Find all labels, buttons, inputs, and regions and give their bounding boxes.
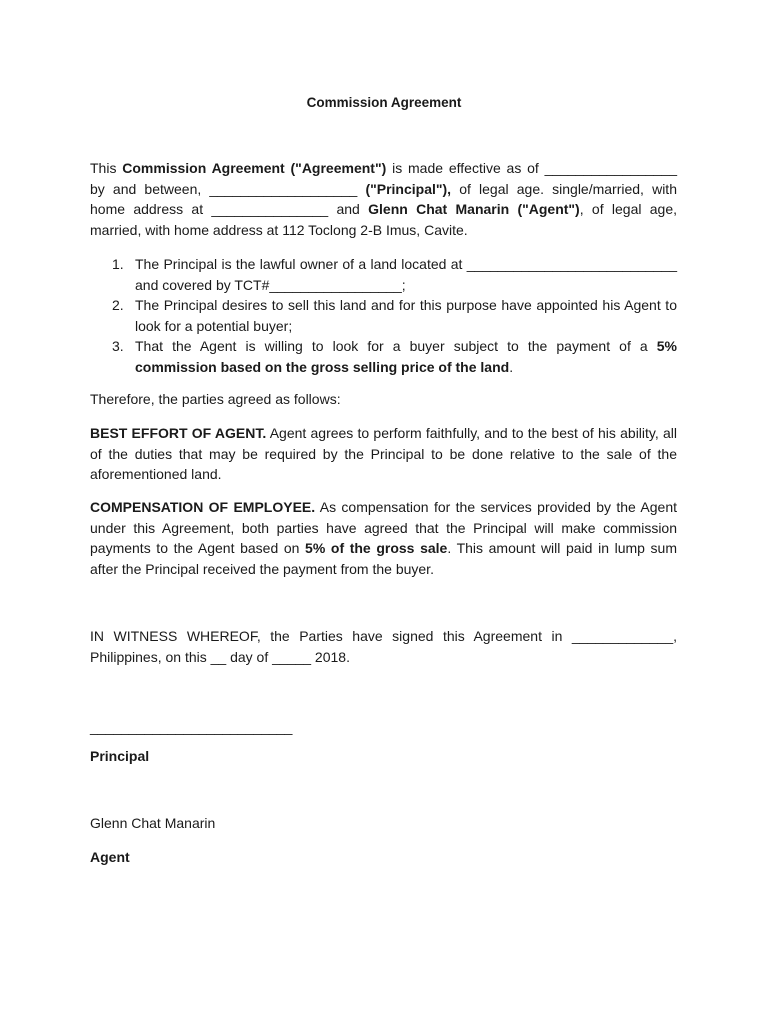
list-item-tail: . (509, 358, 514, 375)
agent-term: Glenn Chat Manarin ("Agent") (368, 201, 580, 217)
compensation-heading: COMPENSATION OF EMPLOYEE. (90, 499, 316, 515)
recitals-list (90, 254, 677, 377)
therefore-paragraph: Therefore, the parties agreed as follows: (90, 391, 341, 407)
compensation-text: As compensation for the services provided by the Agent under this Agreement, both parties have agreed that the Principal will make commission payments to the Agent based on (90, 499, 677, 556)
compensation-paragraph (90, 497, 677, 579)
agent-label: Agent (90, 849, 130, 865)
intro-text-4: , of legal age, married, with home address at 112 Toclong 2-B Imus, Cavite. (90, 201, 678, 238)
principal-term: ("Principal"), (365, 180, 452, 197)
gross-sale-text: 5% of the gross sale (305, 540, 448, 556)
list-item-text: The Principal desires to sell this land and for this purpose have appointed his Agent to look for a potential buyer; (135, 297, 677, 334)
principal-signature-line: __________________________ (90, 719, 293, 735)
principal-label: Principal (90, 748, 150, 764)
list-item-text: That the Agent is willing to look for a buyer subject to the payment of a (135, 338, 657, 354)
intro-text-1: This (90, 160, 123, 176)
best-effort-heading: BEST EFFORT OF AGENT. (90, 425, 267, 441)
list-item-number: 3. (112, 338, 124, 354)
best-effort-paragraph (90, 423, 677, 485)
list-item (90, 336, 677, 377)
intro-text-3: of legal age. single/married, with home address at _______________ and (90, 180, 677, 217)
document-title: Commission Agreement (306, 95, 462, 110)
list-item-number: 2. (112, 297, 124, 313)
best-effort-text: Agent agrees to perform faithfully, and to the best of his ability, all of the duties that may be required by the Principal to be done relative to the sale of the aforementioned land. (90, 425, 677, 482)
compensation-tail: . This amount will paid in lump sum after the Principal received the payment from the buyer. (90, 540, 677, 577)
list-item-text: The Principal is the lawful owner of a land located at ___________________________ and covered by TCT#_________________; (135, 256, 677, 293)
list-item-number: 1. (112, 256, 124, 272)
list-item (90, 295, 677, 336)
list-item (90, 254, 677, 295)
intro-text-2: is made effective as of _________________ by and between, ___________________ (90, 160, 677, 197)
agreement-term: Commission Agreement ("Agreement") (122, 160, 387, 176)
witness-paragraph: IN WITNESS WHEREOF, the Parties have signed this Agreement in _____________, Philippines, on this __ day of _____ 2018. (90, 628, 677, 665)
intro-paragraph (90, 158, 677, 240)
agent-name: Glenn Chat Manarin (90, 815, 216, 831)
commission-rate-text: 5% commission based on the gross selling price of the land (135, 338, 677, 375)
